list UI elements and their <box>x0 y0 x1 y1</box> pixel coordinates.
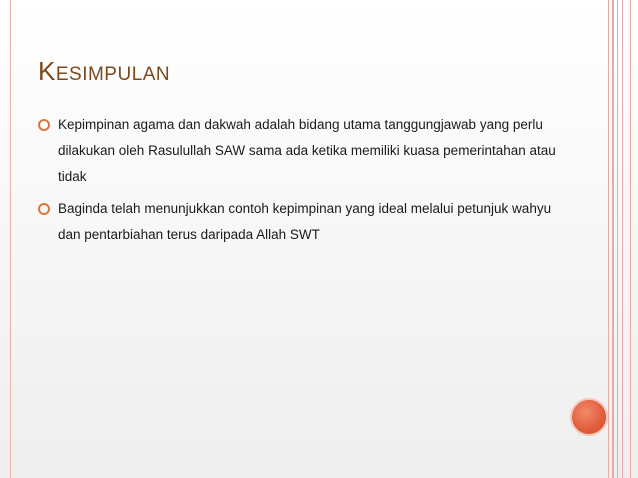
slide-title: KESIMPULAN <box>38 56 171 86</box>
right-border-line <box>630 0 631 478</box>
bullet-item <box>38 112 558 190</box>
right-border-line <box>612 0 614 478</box>
bullet-text: Baginda telah menunjukkan contoh kepimpinan yang ideal melalui petunjuk wahyu dan pentarbiahan terus daripada Allah SWT <box>58 201 552 242</box>
bullet-item <box>38 196 558 248</box>
right-border-line <box>608 0 609 478</box>
orange-circle-icon <box>570 398 608 436</box>
right-border-line <box>622 0 623 478</box>
right-border-line <box>617 0 618 478</box>
bullet-list <box>38 112 558 254</box>
hollow-circle-bullet-icon <box>38 203 50 215</box>
bullet-text: Kepimpinan agama dan dakwah adalah bidang utama tanggungjawab yang perlu dilakukan oleh Rasulullah SAW sama ada ketika memiliki kuasa pemerintahan atau tidak <box>58 117 556 184</box>
right-border-lines <box>606 0 638 478</box>
left-border-line <box>10 0 11 478</box>
hollow-circle-bullet-icon <box>38 119 50 131</box>
